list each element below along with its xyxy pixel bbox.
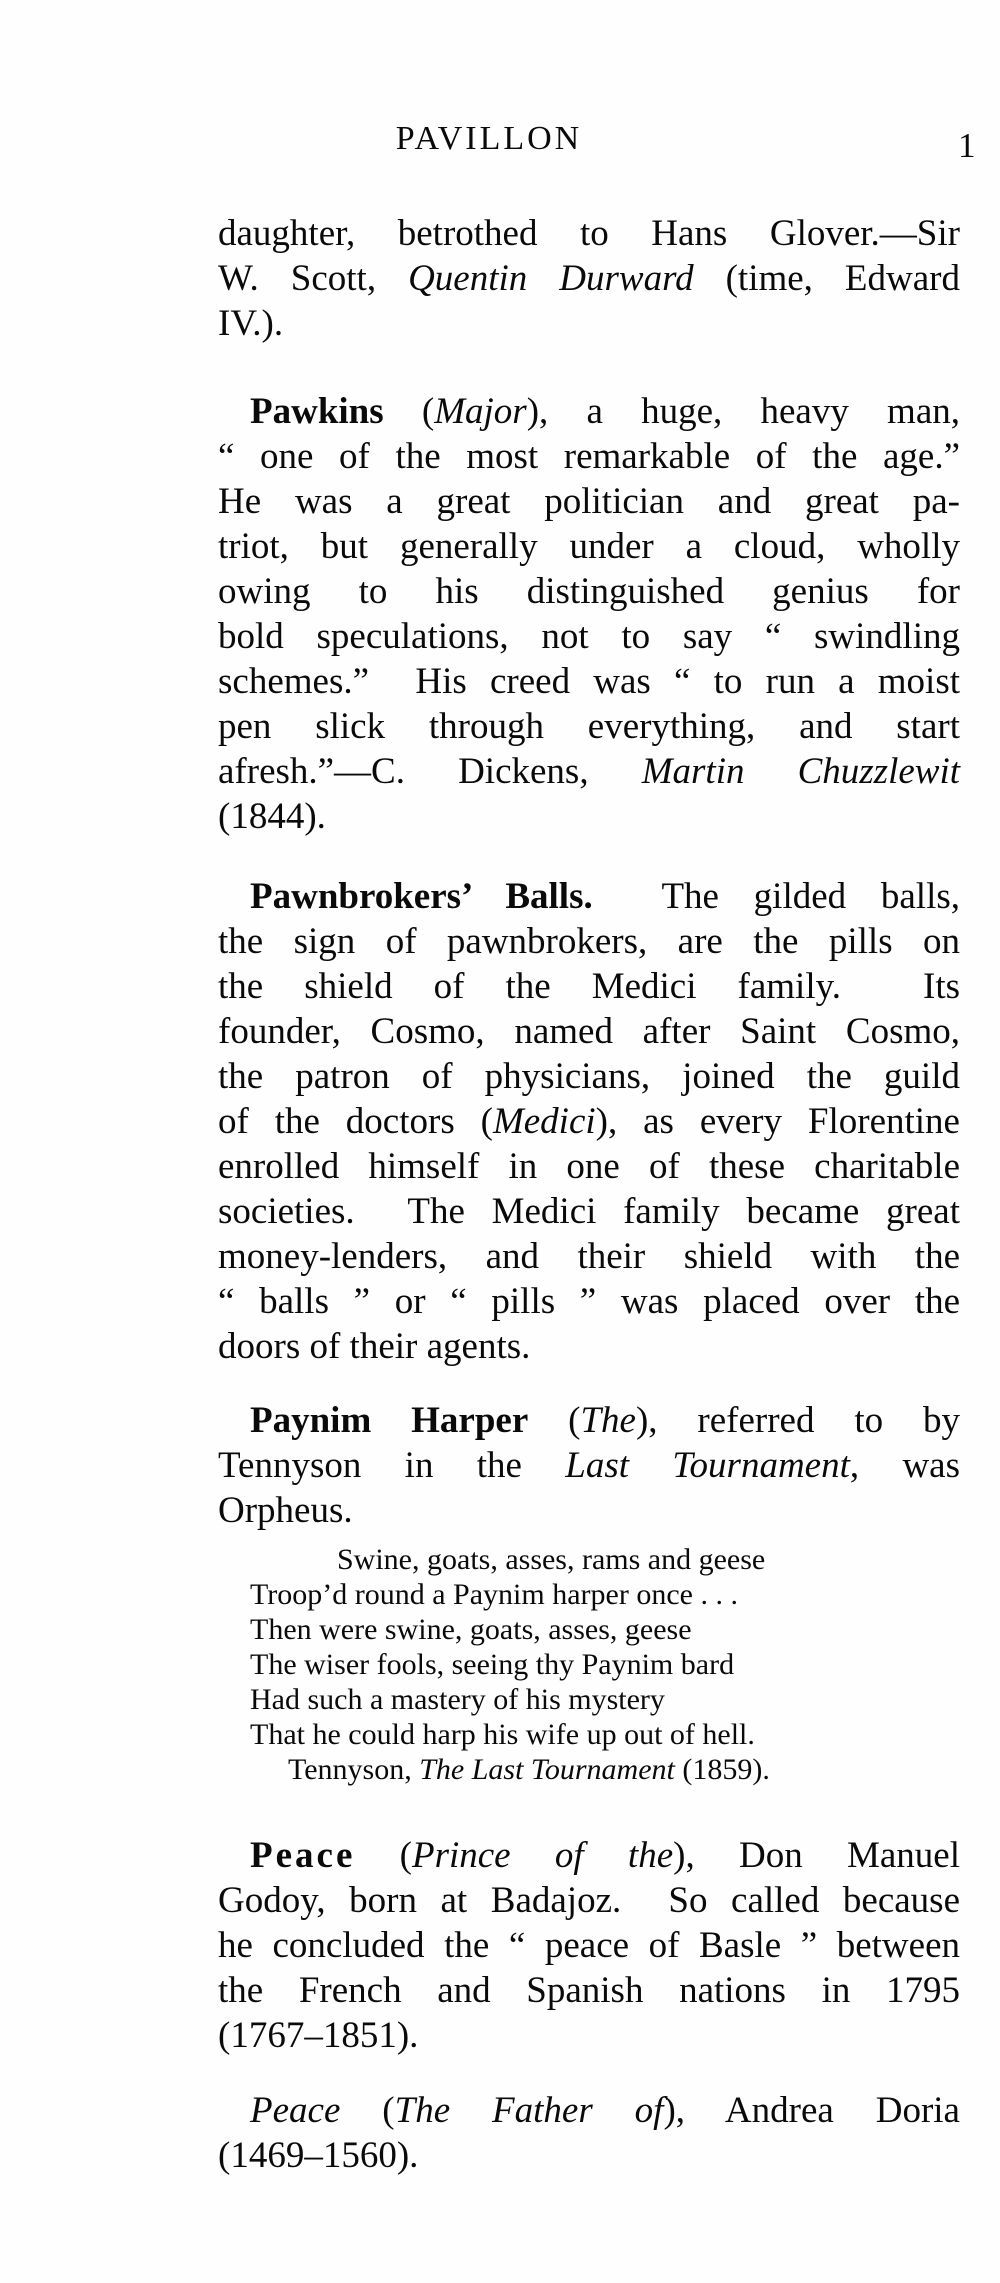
text-run: “ balls ” or “ pills ” was placed over the (218, 1281, 960, 1322)
text-run: owing to his distinguished genius for (218, 571, 960, 612)
text-line (218, 1923, 960, 1968)
text-run: Had such a mastery of his mystery (250, 1683, 665, 1716)
text-run: (1859). (674, 1753, 770, 1786)
text-run: pen slick through everything, and start (218, 706, 960, 747)
text-run: daughter, betrothed to Hans Glover.—Sir (218, 213, 960, 254)
text-line (218, 256, 960, 301)
text-run: he concluded the “ peace of Basle ” between (218, 1925, 960, 1966)
text-run: , was (849, 1445, 961, 1486)
text-run: Major (434, 391, 527, 432)
text-run: Tennyson in the (218, 1445, 566, 1486)
text-run: triot, but generally under a cloud, wholly (218, 526, 960, 567)
text-run: Pawnbrokers’ Balls. (250, 876, 593, 917)
text-line (218, 1878, 960, 1923)
text-run: doors of their agents. (218, 1326, 531, 1367)
text-run: The (580, 1400, 636, 1441)
text-run: ( (340, 2090, 395, 2131)
text-run: The Father of (394, 2090, 664, 2131)
text-line (218, 1647, 960, 1682)
running-head-title: PAVILLON (395, 120, 583, 157)
text-line (218, 919, 960, 964)
text-run: ), as every Florentine (595, 1101, 960, 1142)
text-line (218, 1752, 960, 1787)
text-run: ( (528, 1400, 581, 1441)
text-run: (1844). (218, 796, 326, 837)
text-line (218, 614, 960, 659)
text-run: Peace (250, 2090, 341, 2131)
text-run: ), Andrea Doria (663, 2090, 960, 2131)
text-line (218, 479, 960, 524)
text-run: ( (355, 1835, 412, 1876)
text-line (218, 524, 960, 569)
text-line (218, 1717, 960, 1752)
text-run: (time, Edward (693, 258, 960, 299)
text-run: He was a great politician and great pa- (218, 481, 960, 522)
text-run: ), Don Manuel (673, 1835, 960, 1876)
text-line (218, 569, 960, 614)
text-run: Orpheus. (218, 1490, 353, 1531)
text-line (218, 1682, 960, 1717)
text-run: Then were swine, goats, asses, geese (250, 1613, 692, 1646)
text-line (218, 1488, 960, 1533)
text-line (218, 1189, 960, 1234)
text-run: That he could harp his wife up out of hell. (250, 1718, 755, 1751)
text-line (218, 1443, 960, 1488)
text-line (218, 1234, 960, 1279)
text-run: enrolled himself in one of these charitable (218, 1146, 960, 1187)
entry-pawkins (218, 389, 960, 839)
text-run: afresh.”—C. Dickens, (218, 751, 642, 792)
text-line (218, 1398, 960, 1443)
text-run: schemes.” His creed was “ to run a moist (218, 661, 960, 702)
text-run: bold speculations, not to say “ swindling (218, 616, 960, 657)
text-line (218, 301, 960, 346)
text-line (218, 704, 960, 749)
text-line (218, 2013, 960, 2058)
text-run: Martin Chuzzlewit (641, 751, 961, 792)
text-line (218, 2133, 960, 2178)
text-run: Medici (492, 1101, 596, 1142)
entry-paynim-harper (218, 1398, 960, 1533)
text-run: the sign of pawnbrokers, are the pills on (218, 921, 960, 962)
text-line (218, 1099, 960, 1144)
text-run: The gilded balls, (592, 876, 960, 917)
text-run: Swine, goats, asses, rams and geese (337, 1543, 766, 1576)
text-run: Paynim Harper (250, 1400, 529, 1441)
text-line (218, 389, 960, 434)
text-line (218, 1833, 960, 1878)
entry-pawnbrokers-balls (218, 874, 960, 1369)
text-line (218, 1279, 960, 1324)
text-run: (1469–1560). (218, 2135, 419, 2176)
text-line (218, 1324, 960, 1369)
text-run: Quentin Durward (408, 258, 694, 299)
text-line (218, 2088, 960, 2133)
text-run: The Last Tournament (419, 1753, 675, 1786)
text-run: of the doctors ( (218, 1101, 493, 1142)
text-run: Prince of the (411, 1835, 674, 1876)
text-run: ), a huge, heavy man, (526, 391, 960, 432)
text-run: Godoy, born at Badajoz. So called because (218, 1880, 960, 1921)
text-line (218, 1144, 960, 1189)
text-run: (1767–1851). (218, 2015, 419, 2056)
text-run: “ one of the most remarkable of the age.” (218, 436, 960, 477)
text-run: founder, Cosmo, named after Saint Cosmo, (218, 1011, 960, 1052)
text-line (218, 211, 960, 256)
entry-pavillon-continuation (218, 211, 960, 346)
text-run: the French and Spanish nations in 1795 (218, 1970, 960, 2011)
text-run: Last Tournament (565, 1445, 850, 1486)
text-run: the patron of physicians, joined the guild (218, 1056, 960, 1097)
text-line (218, 964, 960, 1009)
text-line (218, 1612, 960, 1647)
text-line (218, 1054, 960, 1099)
text-line (218, 1577, 960, 1612)
entry-peace-father-of (218, 2088, 960, 2178)
text-line (218, 1542, 960, 1577)
page-number: 1 (958, 126, 976, 165)
text-line (218, 794, 960, 839)
text-line (218, 749, 960, 794)
text-run: ), referred to by (635, 1400, 961, 1441)
text-line (218, 1009, 960, 1054)
text-run: W. Scott, (218, 258, 409, 299)
text-run: ( (383, 391, 435, 432)
text-run: Troop’d round a Paynim harper once . . . (250, 1578, 738, 1611)
text-run: the shield of the Medici family. Its (218, 966, 960, 1007)
text-line (218, 659, 960, 704)
text-line (218, 1968, 960, 2013)
text-run: IV.). (218, 303, 284, 344)
text-line (218, 874, 960, 919)
text-run: Pawkins (250, 391, 384, 432)
text-run: societies. The Medici family became great (218, 1191, 960, 1232)
text-column (218, 0, 960, 2283)
text-run: The wiser fools, seeing thy Paynim bard (250, 1648, 735, 1681)
verse-paynim-harper (218, 1542, 960, 1787)
text-run: Tennyson, (288, 1753, 420, 1786)
entry-peace-prince-of-the (218, 1833, 960, 2058)
text-line (218, 434, 960, 479)
text-run: Peace (250, 1835, 356, 1876)
text-run: money-lenders, and their shield with the (218, 1236, 960, 1277)
